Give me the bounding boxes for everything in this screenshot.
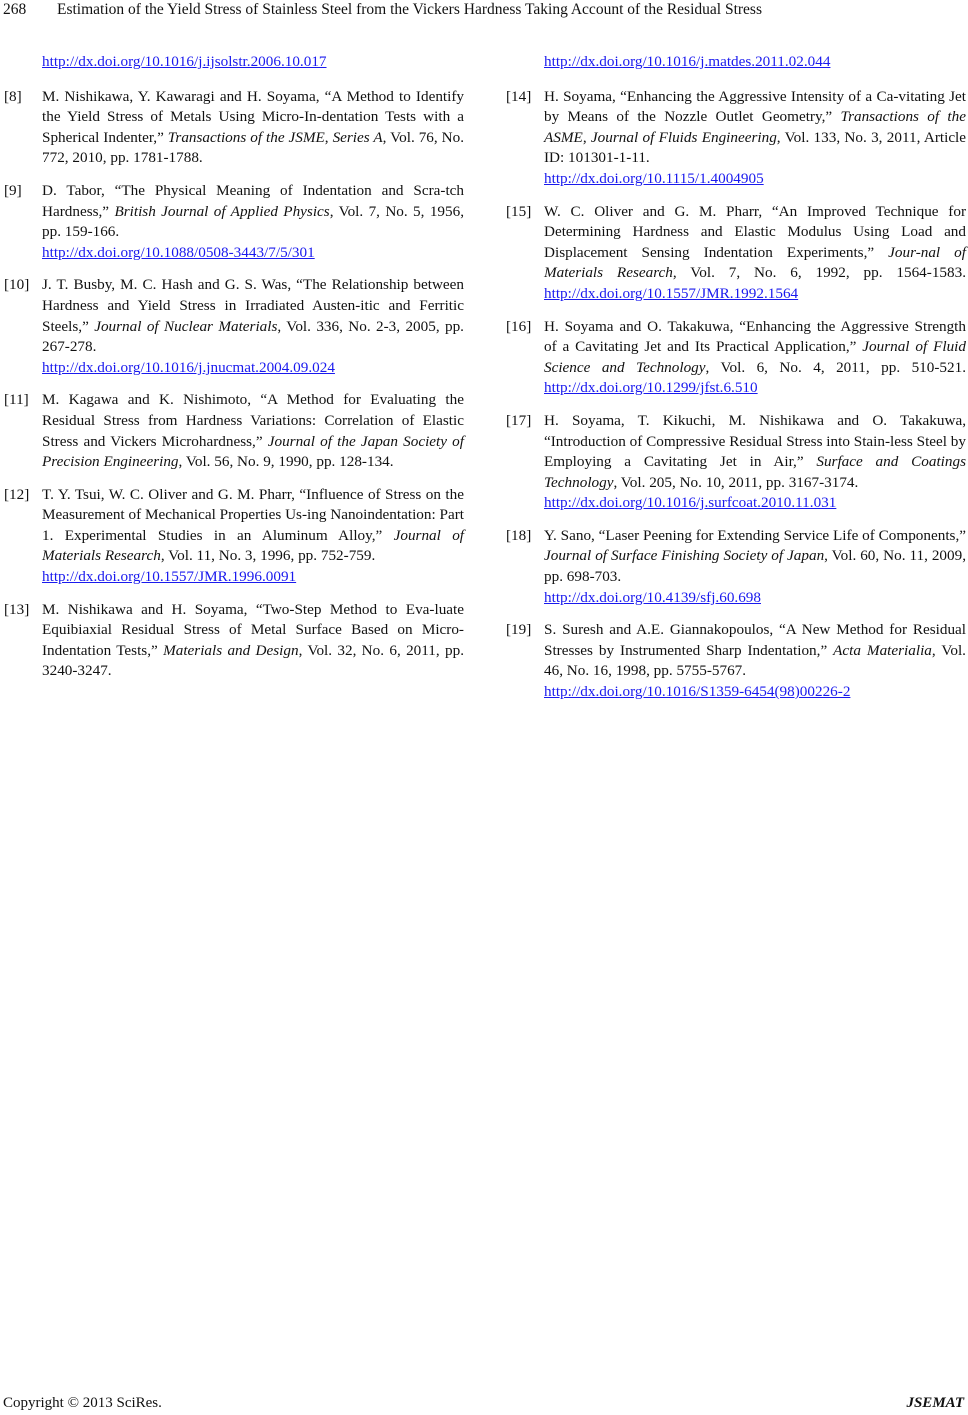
reference-item: [4, 390, 464, 472]
reference-authors-title: H. Soyama, T. Kikuchi, M. Nishikawa and O. Takakuwa, “Introduction of Compressive Residual Stress into Stain-less Steel by Employing a Cavitating Jet in Air,”: [544, 411, 966, 471]
reference-item: [4, 600, 464, 682]
reference-authors-title: H. Soyama and O. Takakuwa, “Enhancing the Aggressive Strength of a Cavitating Jet and Its Practical Application,”: [544, 317, 966, 356]
reference-journal-section: Series A: [332, 128, 383, 146]
doi-link[interactable]: http://dx.doi.org/10.1016/j.surfcoat.2010.11.031: [544, 494, 837, 512]
reference-item: [4, 87, 464, 169]
reference-journal: Materials and Design: [163, 641, 299, 659]
doi-link[interactable]: http://dx.doi.org/10.1088/0508-3443/7/5/301: [42, 243, 315, 261]
reference-number: [11]: [4, 391, 29, 409]
reference-journal: Jour-nal of Materials Research: [544, 243, 966, 282]
reference-journal: British Journal of Applied Physics: [114, 202, 330, 220]
continuation-reference: [506, 52, 966, 73]
doi-link[interactable]: http://dx.doi.org/10.1299/jfst.6.510: [544, 379, 758, 397]
reference-text: [42, 485, 464, 588]
reference-authors-title: Y. Sano, “Laser Peening for Extending Service Life of Components,”: [544, 526, 966, 544]
reference-details: , Vol. 205, No. 10, 2011, pp. 3167-3174.: [613, 473, 859, 491]
reference-number: [14]: [506, 87, 532, 105]
reference-text: [42, 87, 464, 169]
reference-number: [18]: [506, 526, 532, 544]
reference-list: [4, 87, 464, 682]
reference-text: [544, 411, 966, 514]
reference-authors-title: M. Nishikawa and H. Soyama, “Two-Step Method to Eva-luate Equibiaxial Residual Stress of Metal Surface Based on Micro-Indentation Tests,”: [42, 600, 464, 659]
reference-text: [42, 181, 464, 263]
reference-journal: Transactions of the JSME: [167, 128, 325, 146]
reference-number: [10]: [4, 276, 30, 294]
running-title: Estimation of the Yield Stress of Stainless Steel from the Vickers Hardness Taking Account of the Residual Stress: [57, 1, 762, 18]
reference-journal: Transactions of the ASME: [544, 108, 966, 146]
reference-journal: Surface and Coatings Technology: [544, 453, 966, 491]
continuation-reference: [4, 52, 464, 73]
reference-item: [4, 181, 464, 263]
journal-code: JSEMAT: [906, 1395, 964, 1411]
reference-authors-title: S. Suresh and A.E. Giannakopoulos, “A New Method for Residual Stresses by Instrumented Sharp Indentation,”: [544, 621, 966, 659]
doi-link[interactable]: http://dx.doi.org/10.1016/j.ijsolstr.2006.10.017: [42, 53, 327, 70]
reference-item: [506, 411, 966, 514]
reference-details: , Vol. 32, No. 6, 2011, pp. 3240-3247.: [42, 641, 464, 680]
reference-authors-title: H. Soyama, “Enhancing the Aggressive Intensity of a Ca-vitating Jet by Means of the Nozzle Outlet Geometry,”: [544, 87, 966, 126]
reference-journal: Journal of Fluid Science and Technology: [544, 338, 966, 376]
page-footer: [0, 1393, 968, 1415]
reference-journal: Journal of Materials Research: [42, 526, 465, 565]
reference-authors-title: W. C. Oliver and G. M. Pharr, “An Improved Technique for Determining Hardness and Elastic Modulus Using Load and Displacement Sensing Indentation Experiments,”: [544, 202, 966, 261]
reference-item: [506, 317, 966, 399]
doi-link[interactable]: http://dx.doi.org/10.1557/JMR.1996.0091: [42, 568, 297, 586]
reference-text: [544, 317, 966, 399]
page-number: 268: [3, 1, 27, 18]
reference-number: [8]: [4, 87, 22, 105]
doi-link[interactable]: http://dx.doi.org/10.1016/j.matdes.2011.02.044: [544, 53, 831, 70]
reference-item: [4, 275, 464, 378]
right-column: [506, 52, 966, 715]
reference-details: , Vol. 133, No. 3, 2011, Article ID: 101301-1-11.: [544, 128, 967, 167]
doi-link[interactable]: http://dx.doi.org/10.4139/sfj.60.698: [544, 588, 761, 606]
reference-item: [506, 620, 966, 702]
reference-list: [506, 87, 966, 703]
left-column: [4, 52, 464, 694]
reference-journal: Journal of Surface Finishing Society of Japan: [544, 547, 825, 565]
reference-details: , Vol. 76, No. 772, 2010, pp. 1781-1788.: [42, 128, 464, 167]
reference-number: [9]: [4, 181, 22, 199]
reference-number: [13]: [4, 600, 30, 618]
reference-details: , Vol. 7, No. 6, 1992, pp. 1564-1583.: [672, 264, 966, 282]
reference-text: [544, 87, 966, 190]
reference-details: , Vol. 7, No. 5, 1956, pp. 159-166.: [42, 202, 464, 241]
reference-text: [544, 526, 966, 608]
reference-number: [12]: [4, 485, 30, 503]
doi-link[interactable]: http://dx.doi.org/10.1115/1.4004905: [544, 169, 764, 187]
reference-number: [19]: [506, 621, 532, 639]
reference-text: [42, 390, 464, 472]
reference-details: , Vol. 336, No. 2-3, 2005, pp. 267-278.: [42, 317, 464, 356]
reference-details: , Vol. 46, No. 16, 1998, pp. 5755-5767.: [544, 641, 966, 680]
doi-link[interactable]: http://dx.doi.org/10.1016/S1359-6454(98)00226-2: [544, 683, 851, 701]
doi-link[interactable]: http://dx.doi.org/10.1016/j.jnucmat.2004.09.024: [42, 358, 335, 376]
reference-text: [42, 275, 464, 378]
reference-item: [506, 202, 966, 305]
reference-item: [506, 526, 966, 608]
reference-separator: ,: [324, 128, 333, 146]
reference-journal: Acta Materialia: [833, 641, 932, 659]
reference-details: , Vol. 11, No. 3, 1996, pp. 752-759.: [160, 547, 376, 565]
reference-authors-title: M. Kagawa and K. Nishimoto, “A Method for Evaluating the Residual Stress from Hardness Variations: Correlation of Elastic Stress and Vickers Microhardness,”: [42, 391, 464, 450]
reference-item: [506, 87, 966, 190]
reference-separator: ,: [582, 128, 591, 146]
reference-authors-title: J. T. Busby, M. C. Hash and G. S. Was, “The Relationship between Hardness and Yield Stress in Irradiated Austen-itic and Ferritic Steels,”: [42, 276, 464, 335]
reference-number: [17]: [506, 411, 532, 429]
reference-item: [4, 485, 464, 588]
page-header: [0, 0, 968, 24]
reference-details: , Vol. 56, No. 9, 1990, pp. 128-134.: [178, 453, 394, 471]
reference-journal-section: Journal of Fluids Engineering: [590, 128, 777, 146]
reference-text: [544, 620, 966, 702]
reference-text: [544, 202, 966, 305]
reference-details: , Vol. 6, No. 4, 2011, pp. 510-521.: [705, 358, 966, 376]
reference-journal: Journal of Nuclear Materials: [94, 317, 278, 335]
reference-text: [42, 600, 464, 682]
doi-link[interactable]: http://dx.doi.org/10.1557/JMR.1992.1564: [544, 284, 799, 302]
reference-journal: Journal of the Japan Society of Precision Engineering: [42, 432, 464, 471]
reference-details: , Vol. 60, No. 11, 2009, pp. 698-703.: [544, 547, 967, 586]
reference-number: [15]: [506, 202, 532, 220]
reference-number: [16]: [506, 317, 532, 335]
reference-authors-title: T. Y. Tsui, W. C. Oliver and G. M. Pharr, “Influence of Stress on the Measurement of Mechanical Properties Us-ing Nanoindentation: Part 1. Experimental Studies in an Aluminum Alloy,”: [42, 485, 464, 544]
reference-authors-title: M. Nishikawa, Y. Kawaragi and H. Soyama, “A Method to Identify the Yield Stress of Metals Using Micro-In-dentation Tests with a Spherical Indenter,”: [42, 87, 464, 146]
copyright-notice: Copyright © 2013 SciRes.: [3, 1395, 162, 1411]
reference-authors-title: D. Tabor, “The Physical Meaning of Indentation and Scra-tch Hardness,”: [42, 181, 464, 220]
